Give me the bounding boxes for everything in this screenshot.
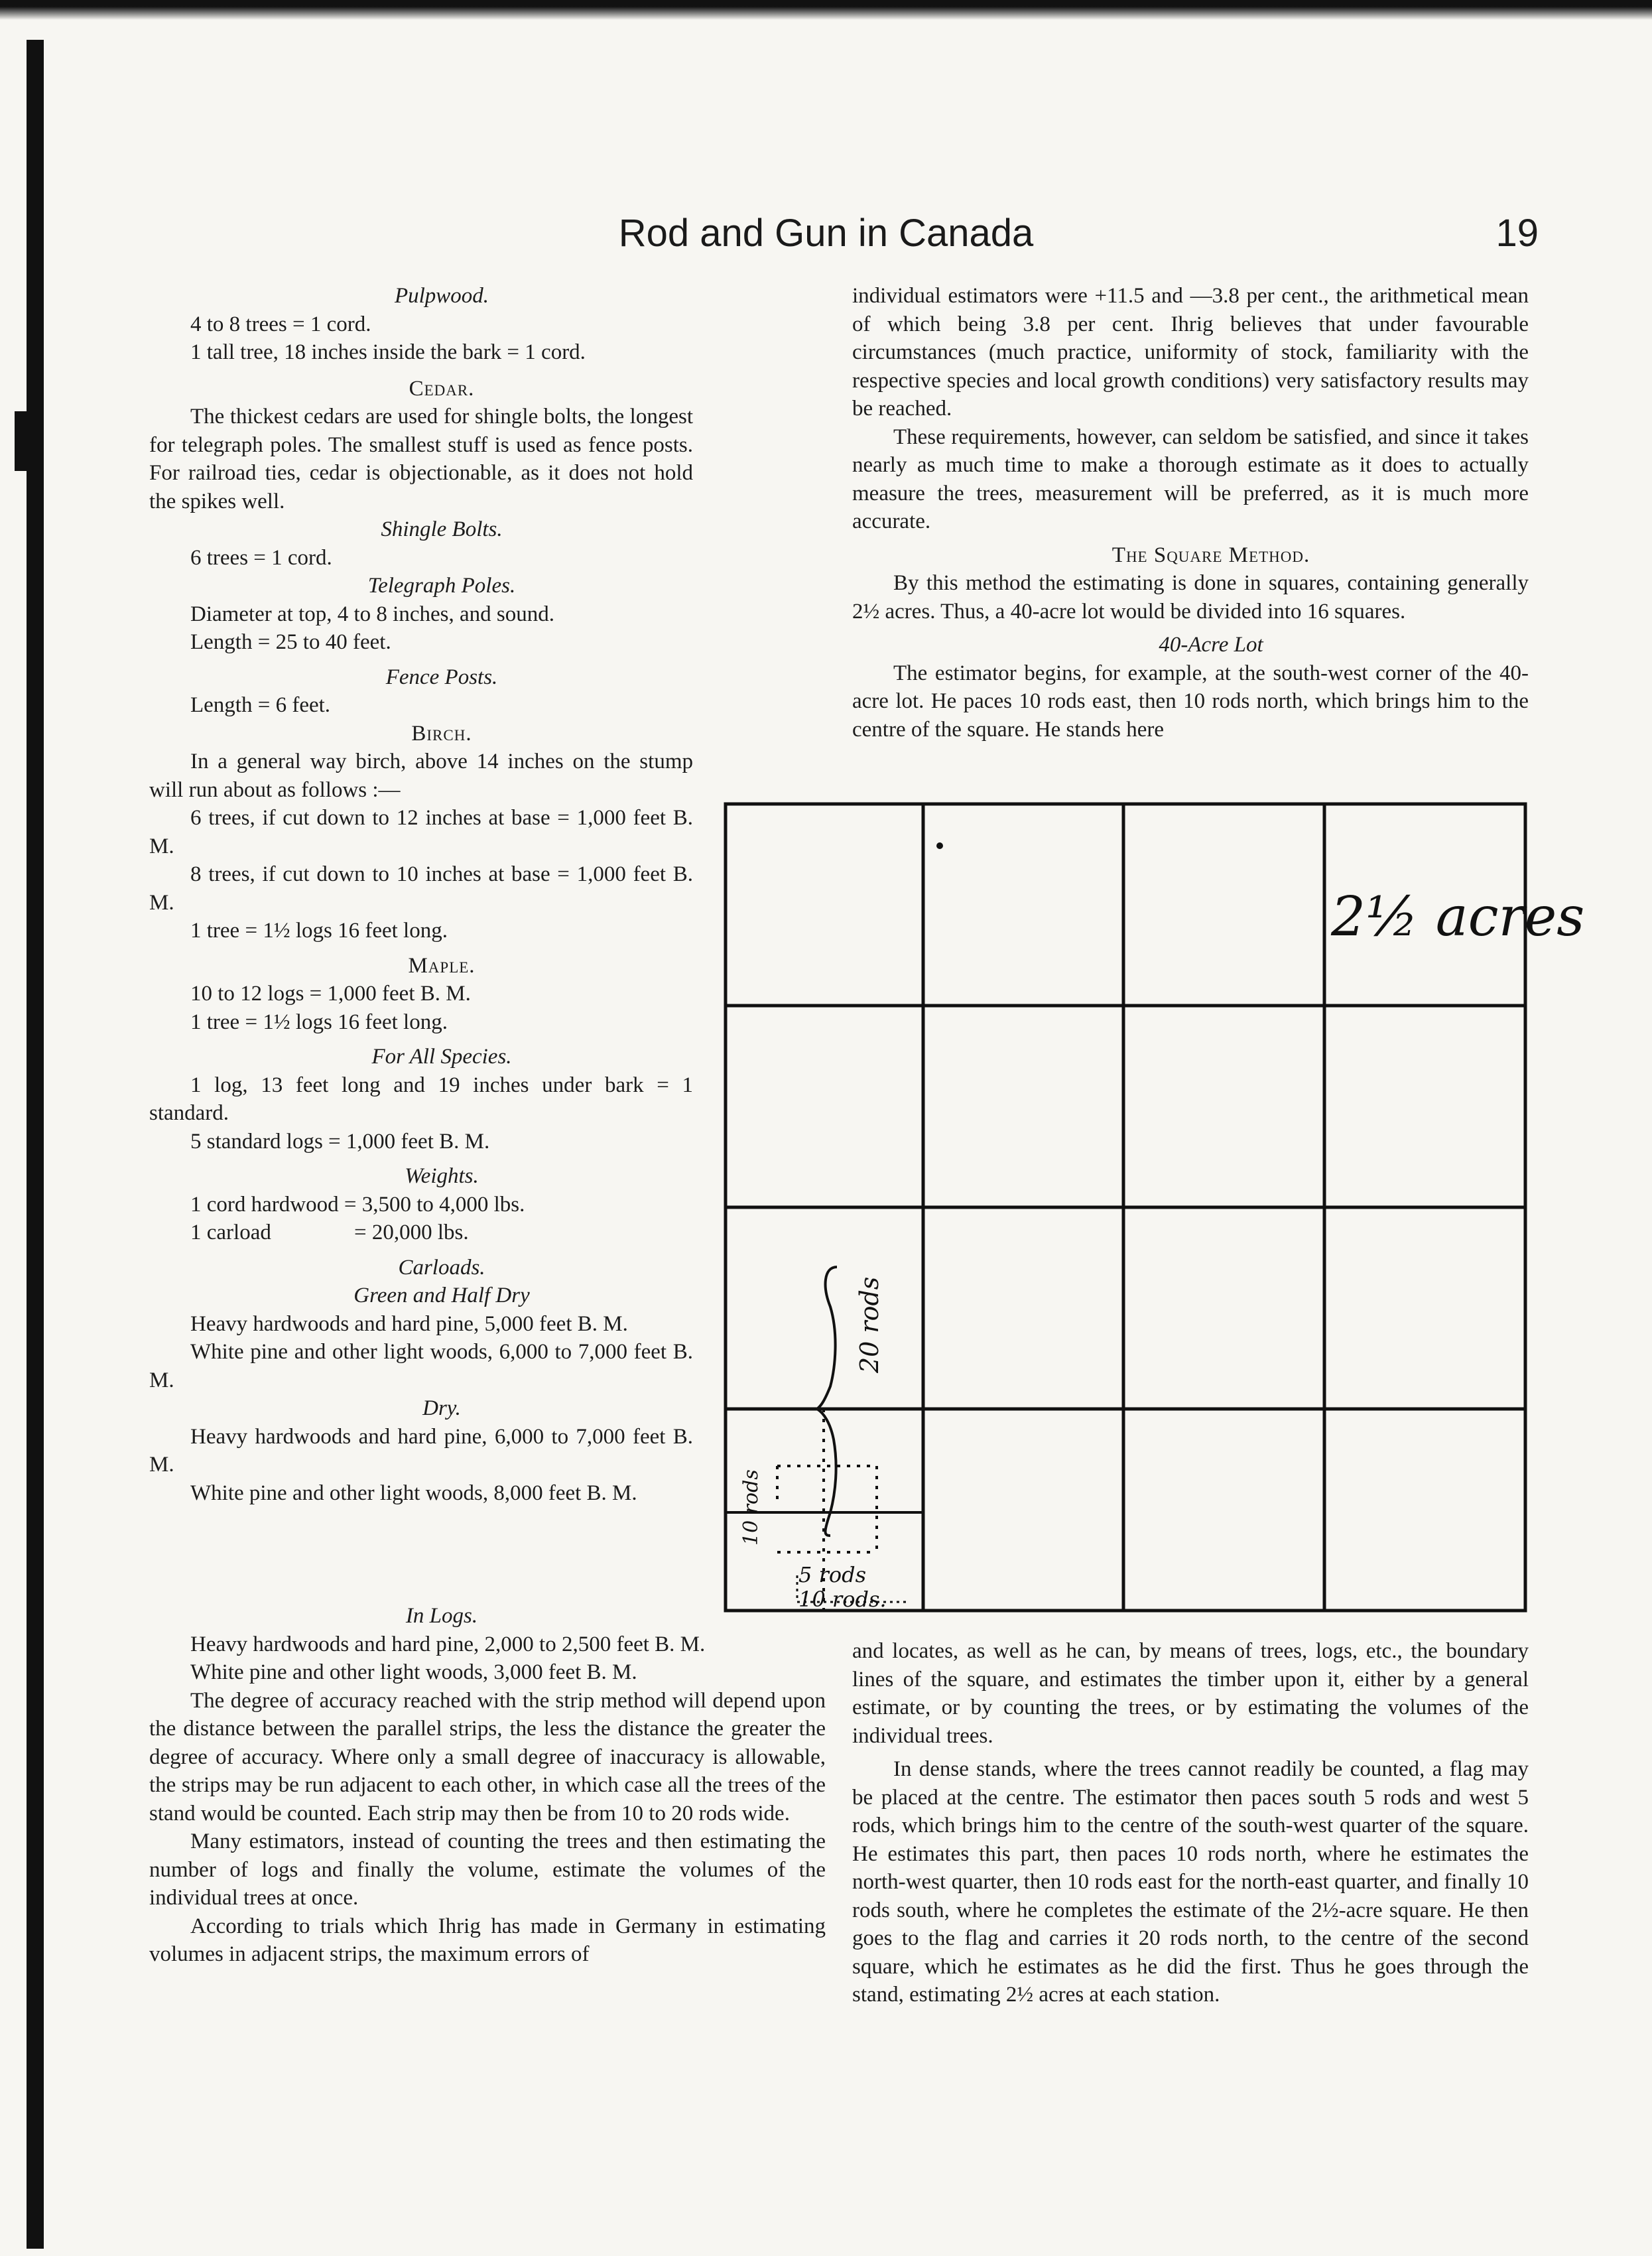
birch-paragraph: In a general way birch, above 14 inches on the stump will run about as follows :— (149, 750, 693, 802)
label-5-rods: 5 rods (798, 1562, 866, 1587)
weights-row-2 (190, 1219, 693, 1247)
label-10-rods-side: 10 rods (739, 1469, 763, 1546)
weights-row-1 (190, 1191, 693, 1219)
heading-in-logs: In Logs. (405, 1604, 478, 1628)
dry-line-2: White pine and other light woods, 8,000 feet B. M. (190, 1481, 637, 1505)
square-method-diagram (724, 803, 1585, 1613)
logs-line-2: White pine and other light woods, 3,000 feet B. M. (190, 1660, 637, 1684)
heading-green-half-dry: Green and Half Dry (353, 1284, 530, 1307)
heading-carloads: Carloads. (398, 1255, 485, 1280)
birch-line-1: 6 trees, if cut down to 12 inches at base = 1,000 feet B. M. (149, 806, 693, 858)
locates-paragraph: and locates, as well as he can, by means of trees, logs, etc., the boundary lines of the square, and estimates the timber upon it, either by a general estimate, or by counting the trees, or by estimating the volumes of the individual trees. (852, 1639, 1529, 1748)
errors-paragraph: individual estimators were +11.5 and —3.8 per cent., the arithmetical mean of which being 3.8 per cent. Ihrig believes that under favourable circumstances (much practice, uniformity of stock, familiarity with the respective species and local growth conditions) very satisfactory results may be reached. (852, 284, 1529, 421)
left-lower-column (149, 1602, 826, 1969)
estimators-paragraph: Many estimators, instead of counting the trees and then estimating the number of logs and finally the volume, estimate the volumes of the individual trees at once. (149, 1829, 826, 1910)
heading-pulpwood: Pulpwood. (394, 284, 489, 308)
label-20-rods: 20 rods (855, 1276, 884, 1373)
heading-birch: Birch. (411, 721, 472, 746)
dry-line-1: Heavy hardwoods and hard pine, 6,000 to 7,000 feet B. M. (149, 1424, 693, 1477)
square-method-paragraph: By this method the estimating is done in squares, containing generally 2½ acres. Thus, a 40-acre lot would be divided into 16 squares. (852, 571, 1529, 624)
running-head: Rod and Gun in Canada (618, 212, 1034, 255)
heading-dry: Dry. (422, 1396, 461, 1420)
weights-value-2: = 20,000 lbs. (354, 1221, 469, 1244)
telegraph-line-1: Diameter at top, 4 to 8 inches, and sound. (190, 602, 554, 626)
ihrig-paragraph: According to trials which Ihrig has made in Germany in estimating volumes in adjacent strips, the maximum errors of (149, 1914, 826, 1966)
heading-shingle-bolts: Shingle Bolts. (381, 517, 503, 541)
weights-label-1: 1 cord hardwood (190, 1192, 339, 1217)
fence-line: Length = 6 feet. (190, 693, 331, 717)
all-species-line-2: 5 standard logs = 1,000 feet B. M. (190, 1129, 490, 1154)
right-column-top (852, 282, 1529, 744)
birch-line-3: 1 tree = 1½ logs 16 feet long. (190, 919, 448, 943)
birch-line-2: 8 trees, if cut down to 10 inches at base = 1,000 feet B. M. (149, 862, 693, 915)
left-column (149, 282, 693, 1507)
maple-line-2: 1 tree = 1½ logs 16 feet long. (190, 1010, 448, 1034)
heading-square-method: The Square Method. (1112, 543, 1310, 567)
telegraph-line-2: Length = 25 to 40 feet. (190, 630, 391, 654)
dense-stands-paragraph: In dense stands, where the trees cannot readily be counted, a flag may be placed at the centre. The estimator then paces south 5 rods and west 5 rods, which brings him to the centre of the south-west quarter of the square. He estimates this part, then paces 10 rods north, where he estimates the north-west quarter, then 10 rods east for the north-east quarter, and finally 10 rods south, where he completes the estimate of the 2½-acre square. He then goes to the flag and carries it 20 rods north, to the centre of the second square, which he estimates as he did the first. Thus he goes through the stand, estimating 2½ acres at each station. (852, 1757, 1529, 2007)
label-10-rods-bottom: 10 rods. (798, 1587, 887, 1612)
green-line-2: White pine and other light woods, 6,000 to 7,000 feet B. M. (149, 1340, 693, 1392)
weights-label-2: 1 carload (190, 1221, 271, 1244)
heading-telegraph-poles: Telegraph Poles. (367, 574, 516, 598)
requirements-paragraph: These requirements, however, can seldom be satisfied, and since it takes nearly as much time to make a thorough estimate as it does to actually measure the trees, measurement will be preferred, as it is much more accurate. (852, 425, 1529, 533)
maple-line-1: 10 to 12 logs = 1,000 feet B. M. (190, 982, 471, 1006)
top-border-rule (0, 0, 1652, 20)
heading-fence-posts: Fence Posts. (385, 665, 498, 689)
pulpwood-line-2: 1 tall tree, 18 inches inside the bark = 1 cord. (190, 340, 586, 364)
pulpwood-line-1: 4 to 8 trees = 1 cord. (190, 312, 371, 336)
strip-method-paragraph: The degree of accuracy reached with the strip method will depend upon the distance between the parallel strips, the less the distance the greater the degree of accuracy. Where only a small degree of inaccuracy is allowable, the strips may be run adjacent to each other, in which case all the trees of the stand would be counted. Each strip may then be from 10 to 20 rods wide. (149, 1688, 826, 1825)
right-column-bottom (852, 1637, 1529, 2009)
label-acres: 2½ acres (1331, 886, 1585, 949)
cedar-paragraph: The thickest cedars are used for shingle bolts, the longest for telegraph poles. The smallest stuff is used as fence posts. For railroad ties, cedar is objectionable, as it does not hold the spikes well. (149, 405, 693, 513)
green-line-1: Heavy hardwoods and hard pine, 5,000 feet B. M. (190, 1311, 628, 1336)
page-number: 19 (1495, 212, 1539, 255)
logs-line-1: Heavy hardwoods and hard pine, 2,000 to 2,500 feet B. M. (190, 1632, 706, 1656)
heading-40-acre-lot: 40-Acre Lot (1159, 633, 1263, 657)
heading-all-species: For All Species. (371, 1045, 512, 1069)
estimator-begins-paragraph: The estimator begins, for example, at the south-west corner of the 40-acre lot. He paces 10 rods east, then 10 rods north, which brings him to the centre of the square. He stands here (852, 661, 1529, 742)
left-binding-rule (27, 40, 44, 2249)
heading-cedar: Cedar. (409, 376, 475, 401)
weights-value-1: = 3,500 to 4,000 lbs. (344, 1192, 525, 1217)
heading-maple: Maple. (408, 953, 476, 978)
all-species-line-1: 1 log, 13 feet long and 19 inches under bark = 1 standard. (149, 1073, 693, 1125)
shingle-line: 6 trees = 1 cord. (190, 545, 332, 570)
heading-weights: Weights. (405, 1164, 479, 1188)
